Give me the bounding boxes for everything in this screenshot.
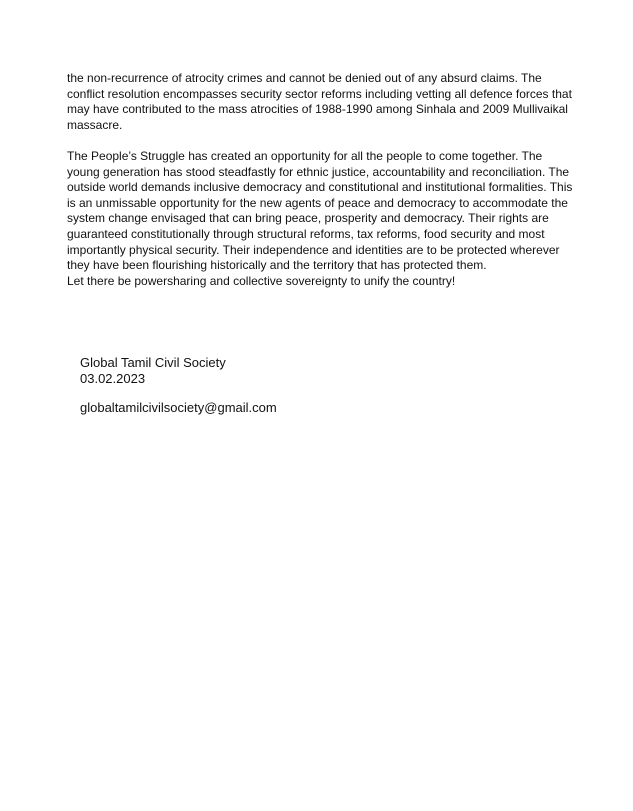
paragraph-line: they have been flourishing historically and the territory that has protected them. bbox=[67, 258, 487, 273]
signature-organization: Global Tamil Civil Society bbox=[80, 355, 226, 370]
paragraph-peoples-struggle bbox=[67, 149, 573, 289]
paragraph-line: outside world demands inclusive democracy and constitutional and institutional formalities. This bbox=[67, 180, 573, 195]
paragraph-line: system change envisaged that can bring peace, prosperity and democracy. Their rights are bbox=[67, 211, 549, 226]
paragraph-line: conflict resolution encompasses security sector reforms including vetting all defence forces that bbox=[67, 86, 572, 101]
paragraph-line: massacre. bbox=[67, 117, 123, 132]
signature-block bbox=[80, 355, 480, 386]
paragraph-line: Let there be powersharing and collective sovereignty to unify the country! bbox=[67, 273, 456, 288]
contact-email bbox=[80, 400, 480, 416]
paragraph-line: guaranteed constitutionally through structural reforms, tax reforms, food security and most bbox=[67, 226, 545, 241]
paragraph-line: young generation has stood steadfastly for ethnic justice, accountability and reconciliation. The bbox=[67, 164, 570, 179]
paragraph-line: is an unmissable opportunity for the new agents of peace and democracy to accommodate the bbox=[67, 195, 568, 210]
paragraph-line: The People’s Struggle has created an opportunity for all the people to come together. The bbox=[67, 149, 543, 163]
paragraph-conflict-resolution bbox=[67, 71, 572, 133]
email-address: globaltamilcivilsociety@gmail.com bbox=[80, 400, 277, 415]
paragraph-line: may have contributed to the mass atrocities of 1988-1990 among Sinhala and 2009 Mullivaikal bbox=[67, 102, 568, 117]
paragraph-line: importantly physical security. Their independence and identities are to be protected wherever bbox=[67, 242, 560, 257]
signature-date: 03.02.2023 bbox=[80, 370, 146, 386]
paragraph-line: the non-recurrence of atrocity crimes and cannot be denied out of any absurd claims. The bbox=[67, 71, 542, 85]
